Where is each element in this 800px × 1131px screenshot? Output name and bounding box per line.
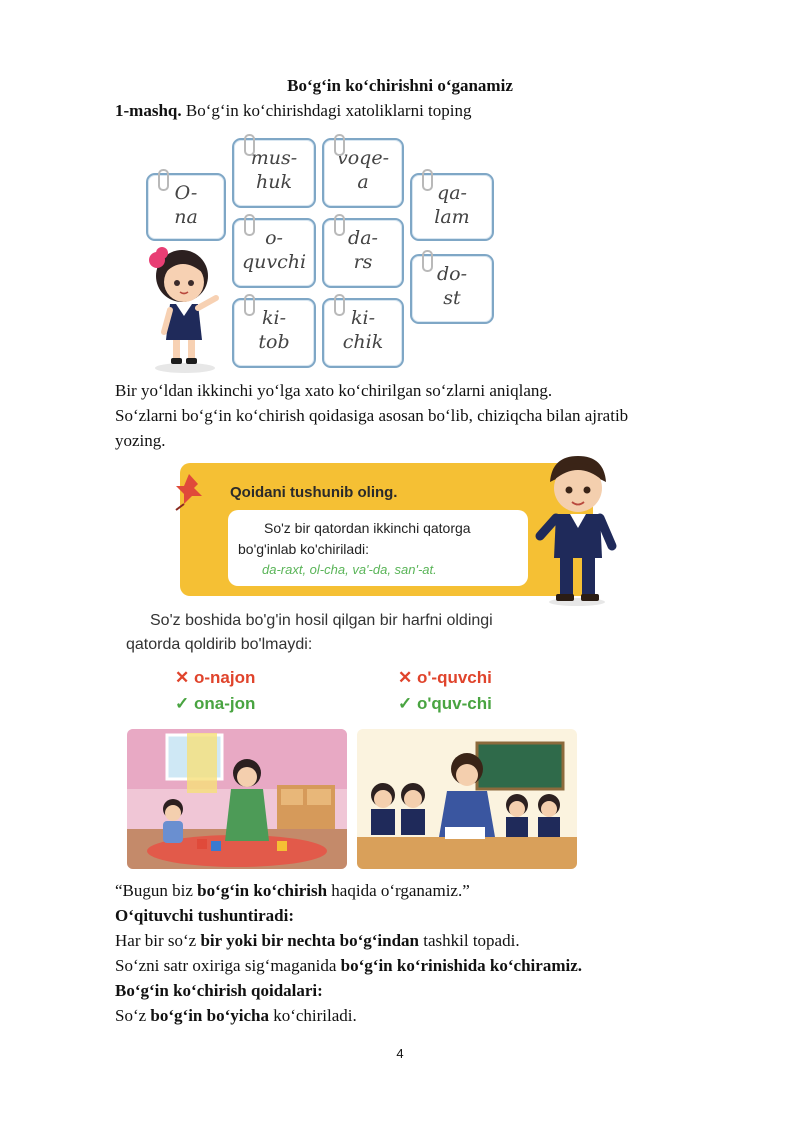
quote-line: “Bugun biz bo‘g‘in ko‘chirish haqida o‘rganamiz.” bbox=[115, 881, 470, 900]
word-card bbox=[410, 254, 494, 324]
instruction-line-2: So‘zlarni bo‘g‘in ko‘chirish qoidasiga asosan bo‘lib, chiziqcha bilan ajratib bbox=[115, 406, 629, 425]
paperclip-icon bbox=[334, 214, 345, 236]
right-example-1 bbox=[175, 694, 255, 714]
sentence-3: So‘z bo‘g‘in bo‘yicha ko‘chiriladi. bbox=[115, 1006, 357, 1025]
word-card-text: voqe- a bbox=[337, 147, 389, 193]
word-card-text: mus- huk bbox=[250, 147, 298, 193]
right-word: o'quv-chi bbox=[416, 694, 492, 713]
word-card bbox=[322, 218, 404, 288]
exercise-line bbox=[115, 101, 472, 121]
rule-line-2: bo'g'inlab ko'chiriladi: bbox=[238, 541, 369, 557]
word-card-text: o- quvchi bbox=[241, 227, 307, 273]
note-line-2: qatorda qoldirib bo'lmaydi: bbox=[126, 636, 313, 653]
sentence-1: Har bir so‘z bir yoki bir nechta bo‘g‘indan tashkil topadi. bbox=[115, 931, 520, 950]
word-card bbox=[322, 298, 404, 368]
instruction-line-3: yozing. bbox=[115, 431, 166, 450]
exercise-label: 1-mashq. bbox=[115, 101, 182, 120]
paperclip-icon bbox=[334, 134, 345, 156]
paperclip-icon bbox=[158, 169, 169, 191]
paperclip-icon bbox=[422, 169, 433, 191]
exercise-text: Bo‘g‘in ko‘chirishdagi xatoliklarni toping bbox=[181, 101, 472, 120]
word-card bbox=[232, 138, 316, 208]
wrong-example-2 bbox=[398, 668, 492, 688]
note-line-1: So'z boshida bo'g'in hosil qilgan bir harfni oldingi bbox=[150, 612, 493, 629]
wrong-word: o'-quvchi bbox=[416, 668, 492, 687]
classroom-illustration bbox=[357, 729, 577, 869]
check-icon: ✓ bbox=[398, 694, 413, 713]
boy-illustration bbox=[532, 450, 622, 606]
rules-heading: Bo‘g‘in ko‘chirish qoidalari: bbox=[115, 981, 323, 1000]
wrong-example-1 bbox=[175, 668, 255, 688]
paperclip-icon bbox=[334, 294, 345, 316]
paperclip-icon bbox=[244, 214, 255, 236]
girl-illustration bbox=[140, 240, 230, 375]
paperclip-icon bbox=[244, 294, 255, 316]
wrong-word: o-najon bbox=[193, 668, 256, 687]
sentence-2: So‘zni satr oxiriga sig‘maganida bo‘g‘in ko‘rinishida ko‘chiramiz. bbox=[115, 956, 583, 975]
word-card-text: ki- tob bbox=[258, 307, 290, 353]
word-card bbox=[232, 218, 316, 288]
word-card-text: do- st bbox=[436, 263, 468, 309]
right-word: ona-jon bbox=[193, 694, 256, 713]
page-title: Bo‘g‘in ko‘chirishni o‘ganamiz bbox=[287, 76, 513, 95]
rule-title: Qoidani tushunib oling. bbox=[230, 484, 398, 501]
mother-child-illustration bbox=[127, 729, 347, 869]
quote-bold: bo‘g‘in ko‘chirish bbox=[197, 881, 328, 900]
word-card bbox=[410, 173, 494, 241]
instruction-line-1: Bir yo‘ldan ikkinchi yo‘lga xato ko‘chirilgan so‘zlarni aniqlang. bbox=[115, 381, 553, 400]
pushpin-icon bbox=[168, 470, 210, 512]
word-card-text: qa- lam bbox=[434, 182, 470, 228]
paperclip-icon bbox=[422, 250, 433, 272]
rule-examples: da-raxt, ol-cha, va'-da, san'-at. bbox=[262, 562, 437, 577]
word-card bbox=[232, 298, 316, 368]
word-card-text: ki- chik bbox=[342, 307, 384, 353]
rule-line-1: So'z bir qatordan ikkinchi qatorga bbox=[264, 520, 471, 536]
word-card-text: da- rs bbox=[348, 227, 378, 273]
cross-icon: ✕ bbox=[175, 668, 190, 687]
teacher-heading: O‘qituvchi tushuntiradi: bbox=[115, 906, 295, 925]
right-example-2 bbox=[398, 694, 492, 714]
check-icon: ✓ bbox=[175, 694, 190, 713]
page-number: 4 bbox=[396, 1046, 404, 1061]
word-card bbox=[322, 138, 404, 208]
word-card-text: O- na bbox=[174, 182, 198, 228]
paperclip-icon bbox=[244, 134, 255, 156]
word-card bbox=[146, 173, 226, 241]
cross-icon: ✕ bbox=[398, 668, 413, 687]
